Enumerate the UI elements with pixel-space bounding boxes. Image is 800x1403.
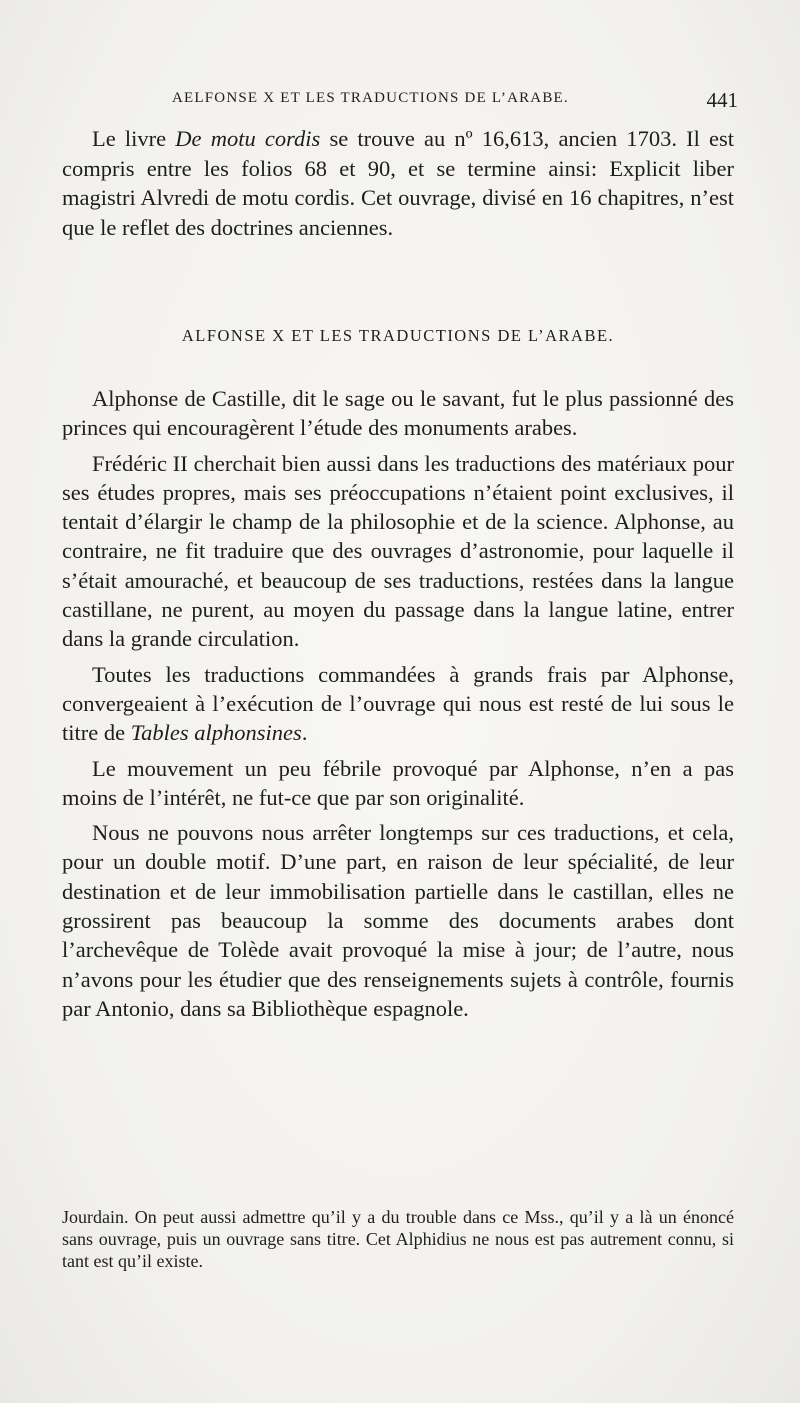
paragraph-5: Nous ne pouvons nous arrêter longtemps sur ces traductions, et cela, pour un double motif. D’une part, en raison de leur spécialité, de leur destination et de leur immobilisation partielle dans le castillan, elles ne grossirent pas beaucoup la somme des documents arabes dont l’archevêque de Tolède avait provoqué la mise à jour; de l’autre, nous n’avons pour les étudier que des renseignements sujets à contrôle, fournis par Antonio, dans sa Bibliothèque espagnole. [62, 820, 734, 1021]
running-title: AELFONSE X ET LES TRADUCTIONS DE L’ARABE. [172, 90, 569, 106]
intro-text-start: Le livre [92, 126, 176, 151]
main-text-block [62, 384, 734, 1023]
paragraph-1: Alphonse de Castille, dit le sage ou le savant, fut le plus passionné des princes qui encouragèrent l’étude des monuments arabes. [62, 386, 734, 441]
footnote-text: Jourdain. On peut aussi admettre qu’il y a du trouble dans ce Mss., qu’il y a là un énoncé sans ouvrage, puis un ouvrage sans titre. Cet Alphidius ne nous est pas autrement connu, si tant est qu’il existe. [62, 1207, 734, 1271]
paragraph-3-italic: Tables alphonsines [130, 720, 302, 746]
paragraph-3-end: . [301, 720, 308, 746]
intro-text-end: se trouve au nº 16,613, ancien 1703. Il est compris entre les folios 68 et 90, et se termine ainsi: Explicit liber magistri Alvredi de motu cordis. Cet ouvrage, divisé en 16 chapitres, n’est que le reflet des doctrines anciennes. [62, 126, 735, 240]
page-number: 441 [706, 88, 738, 112]
section-heading: ALFONSE X ET LES TRADUCTIONS DE L’ARABE. [181, 326, 615, 345]
intro-block [62, 124, 734, 242]
paragraph-4: Le mouvement un peu fébrile provoqué par Alphonse, n’en a pas moins de l’intérêt, ne fut-ce que par son originalité. [62, 755, 734, 810]
intro-paragraph [62, 124, 734, 242]
paragraph-3 [62, 660, 734, 748]
paragraph-3-text: Toutes les traductions commandées à grands frais par Alphonse, convergeaient à l’exécution de l’ouvrage qui nous est resté de lui sous le titre de [62, 661, 734, 746]
intro-italic-title: De motu cordis [175, 126, 321, 151]
running-header [62, 88, 738, 114]
paragraph-2: Frédéric II cherchait bien aussi dans les traductions des matériaux pour ses études propres, mais ses préoccupations n’étaient point exclusives, il tentait d’élargir le champ de la philosophie et de la science. Alphonse, au contraire, ne fit traduire que des ouvrages d’astronomie, pour laquelle il s’était amouraché, et beaucoup de ses traductions, restées dans la langue castillane, ne purent, au moyen du passage dans la langue latine, entrer dans la grande circulation. [62, 450, 734, 652]
footnote [62, 1206, 734, 1272]
